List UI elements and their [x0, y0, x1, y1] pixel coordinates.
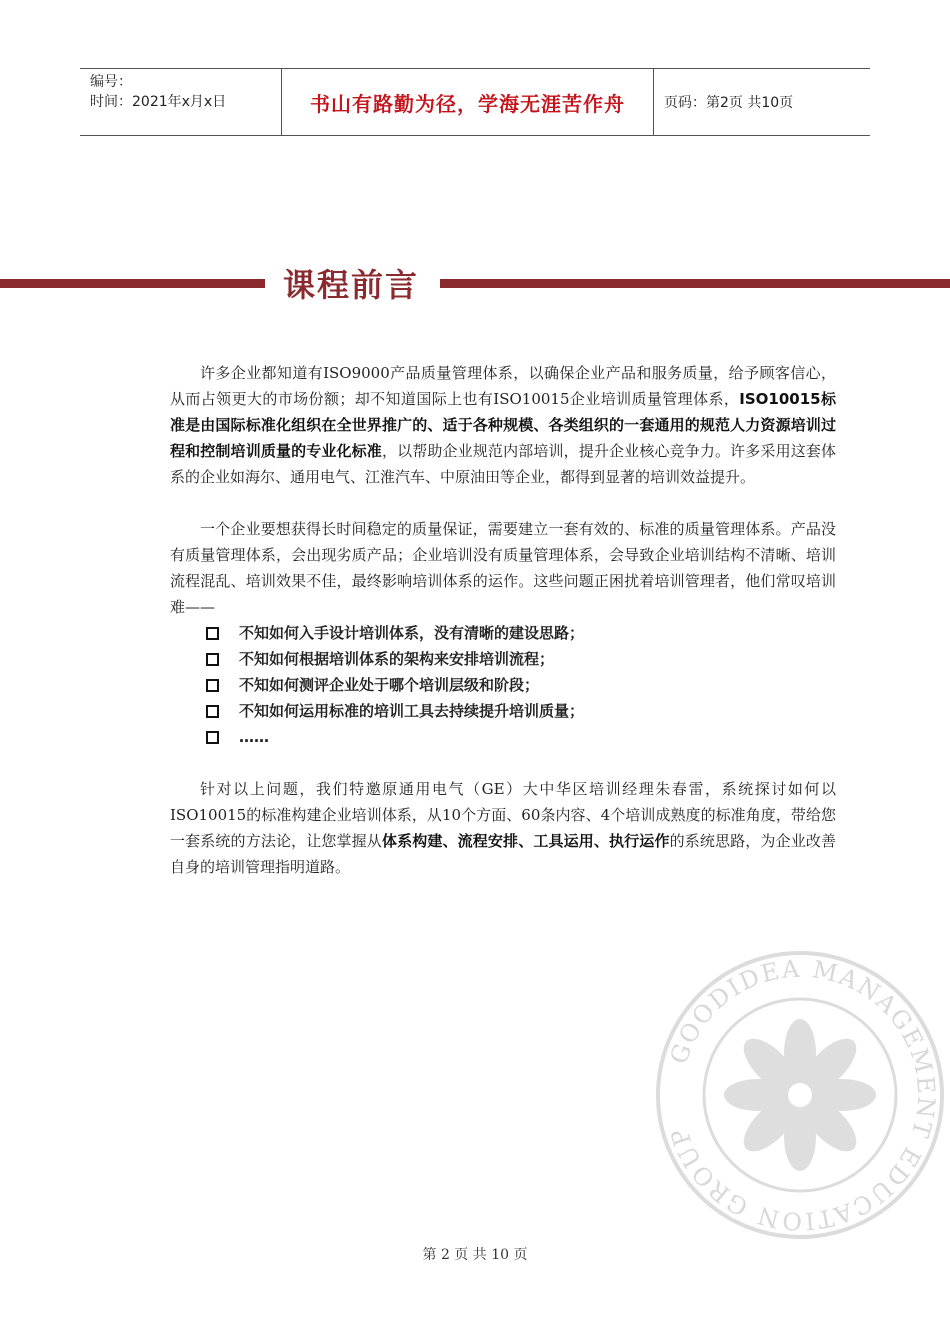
list-item-text: 不知如何根据培训体系的架构来安排培训流程；	[239, 650, 555, 668]
problem-list	[170, 620, 836, 750]
paragraph-intro	[170, 360, 836, 490]
body-content	[170, 360, 836, 880]
header-page-number: 页码：第2页 共10页	[664, 95, 794, 111]
list-item	[206, 620, 836, 646]
list-item-text: 不知如何运用标准的培训工具去持续提升培训质量；	[239, 702, 585, 720]
checkbox-bullet-icon	[206, 731, 219, 744]
paragraph-intro-text-2: ，以帮助企业规范内部培训，提升企业核心竞争力。许多采用这套体系的企业如海尔、通用电气、江淮汽车、中原油田等企业，都得到显著的培训效益提升。	[170, 442, 836, 486]
paragraph-solution-text-2: 的系统思路，为企业改善自身的培训管理指明道路。	[170, 832, 836, 876]
header-table	[80, 68, 870, 136]
list-item-text: 不知如何测评企业处于哪个培训层级和阶段；	[239, 676, 540, 694]
paragraph-solution-highlight: 体系构建、流程安排、工具运用、执行运作	[381, 832, 670, 850]
paragraph-solution-text-1: 针对以上问题，我们特邀原通用电气（GE）大中华区培训经理朱春雷，系统探讨如何以ISO10015的标准构建企业培训体系，从10个方面、60条内容、4个培训成熟度的标准角度，带给您一套系统的方法论，让您掌握从	[170, 780, 836, 850]
paragraph-solution	[170, 776, 836, 880]
list-item	[206, 698, 836, 724]
checkbox-bullet-icon	[206, 627, 219, 640]
list-item-text: ……	[239, 728, 269, 746]
paragraph-intro-text-1: 许多企业都知道有ISO9000产品质量管理体系，以确保企业产品和服务质量，给予顾客信心，从而占领更大的市场份额；却不知道国际上也有ISO10015企业培训质量管理体系，	[170, 364, 836, 408]
list-item-text: 不知如何入手设计培训体系，没有清晰的建设思路；	[239, 624, 585, 642]
section-banner	[0, 262, 950, 312]
section-title: 课程前言	[283, 266, 420, 304]
document-number-label: 编号：	[90, 74, 132, 90]
list-item	[206, 646, 836, 672]
paragraph-intro-highlight: ISO10015标准是由国际标准化组织在全世界推广的、适于各种规模、各类组织的一套通用的规范人力资源培训过程和控制培训质量的专业化标准	[170, 390, 836, 460]
checkbox-bullet-icon	[206, 653, 219, 666]
watermark-text: GOODIDEA MANAGEMENT EDUCATION GROUP	[664, 954, 941, 1236]
header-motto: 书山有路勤为径，学海无涯苦作舟	[282, 69, 654, 135]
document-date: 时间：2021年x月x日	[90, 94, 227, 110]
checkbox-bullet-icon	[206, 679, 219, 692]
page-footer: 第 2 页 共 10 页	[422, 1247, 528, 1263]
paragraph-problem: 一个企业要想获得长时间稳定的质量保证，需要建立一套有效的、标准的质量管理体系。产品没有质量管理体系，会出现劣质产品；企业培训没有质量管理体系，会导致企业培训结构不清晰、培训流程混乱、培训效果不佳，最终影响培训体系的运作。这些问题正困扰着培训管理者，他们常叹培训难——	[170, 520, 836, 616]
banner-bar-right	[440, 279, 950, 288]
header-meta	[80, 69, 282, 135]
banner-bar-left	[0, 279, 265, 288]
list-item	[206, 672, 836, 698]
list-item	[206, 724, 836, 750]
checkbox-bullet-icon	[206, 705, 219, 718]
watermark-seal	[650, 945, 950, 1245]
